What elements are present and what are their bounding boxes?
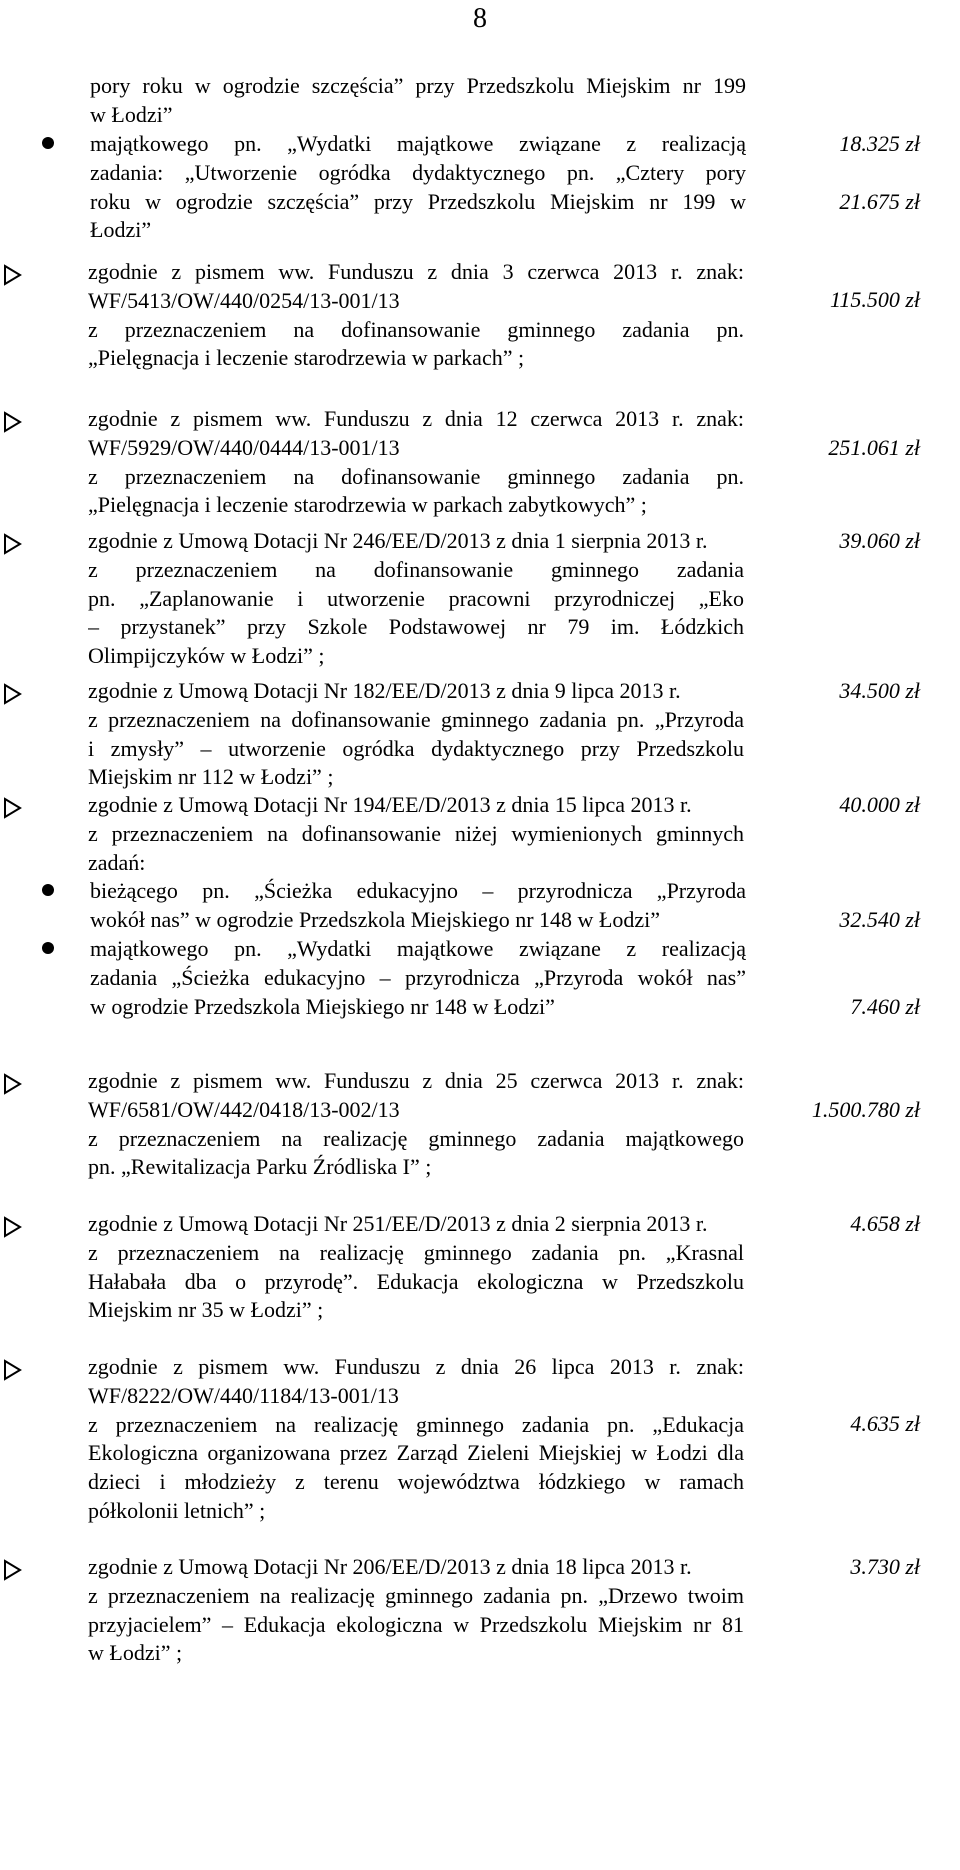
arrow-bullet-icon (3, 264, 23, 286)
text-line: zgodnie z Umową Dotacji Nr 251/EE/D/2013 z dnia 2 sierpnia 2013 r. (88, 1211, 708, 1236)
arrow-bullet-icon (3, 683, 23, 705)
text-line: Olimpijczyków w Łodzi” ; (88, 643, 325, 669)
arrow-bullet-icon (3, 797, 23, 819)
amount: 40.000 zł (839, 792, 920, 817)
entry-text (88, 1353, 744, 1526)
text-line: z przeznaczeniem na dofinansowanie gminnego zadania pn. (88, 316, 744, 342)
text-line: w Łodzi” (90, 101, 173, 127)
majatkowy-item (90, 130, 746, 245)
text-line: roku w ogrodzie szczęścia” przy Przedszkolu Miejskim nr 199 w (90, 188, 746, 214)
arrow-bullet-icon (3, 1216, 23, 1238)
amount: 21.675 zł (839, 189, 920, 214)
sub-item-text (90, 935, 746, 1021)
amount: 4.658 zł (850, 1211, 920, 1236)
text-line: zgodnie z pismem ww. Funduszu z dnia 12 czerwca 2013 r. znak: (88, 406, 744, 431)
entry-text (88, 1067, 744, 1182)
amount: 1.500.780 zł (811, 1097, 920, 1122)
entry-text (88, 527, 744, 671)
amount: 115.500 zł (829, 287, 920, 312)
text-line: pory roku w ogrodzie szczęścia” przy Przedszkolu Miejskim nr 199 (90, 73, 746, 98)
arrow-bullet-icon (3, 533, 23, 555)
text-line: z przeznaczeniem na realizację gminnego zadania pn. „Edukacja (88, 1411, 744, 1437)
amount: 32.540 zł (839, 907, 920, 932)
text-line: dzieci i młodzieży z terenu województwa łódzkiego w ramach (88, 1469, 744, 1495)
text-line: WF/5929/OW/440/0444/13-001/13 (88, 434, 400, 460)
text-line: i zmysły” – utworzenie ogródka dydaktycznego przy Przedszkolu (88, 735, 744, 761)
text-line: pn. „Zaplanowanie i utworzenie pracowni przyrodniczej „Eko (88, 585, 744, 611)
text-line: Łodzi” (90, 217, 152, 243)
text-line: Miejskim nr 112 w Łodzi” ; (88, 764, 334, 790)
text-line: półkolonii letnich” ; (88, 1497, 266, 1523)
text-line: Hałabała dba o przyrodę”. Edukacja ekologiczna w Przedszkolu (88, 1268, 744, 1294)
entry-text (88, 1553, 744, 1668)
text-line: z przeznaczeniem na realizację gminnego zadania majątkowego (88, 1125, 744, 1151)
text-line: majątkowego pn. „Wydatki majątkowe związane z realizacją (90, 936, 746, 961)
text-line: „Pielęgnacja i leczenie starodrzewia w parkach” ; (88, 345, 525, 371)
text-line: pn. „Rewitalizacja Parku Źródliska I” ; (88, 1154, 432, 1180)
text-line: – przystanek” przy Szkole Podstawowej nr 79 im. Łódzkich (88, 614, 744, 640)
text-line: zgodnie z pismem ww. Funduszu z dnia 26 lipca 2013 r. znak: (88, 1354, 744, 1379)
text-line: zgodnie z pismem ww. Funduszu z dnia 25 czerwca 2013 r. znak: (88, 1068, 744, 1093)
text-line: „Pielęgnacja i leczenie starodrzewia w parkach zabytkowych” ; (88, 492, 647, 518)
amount: 34.500 zł (839, 678, 920, 703)
text-line: z przeznaczeniem na dofinansowanie niżej wymienionych gminnych (88, 820, 744, 846)
sub-item-text (90, 877, 746, 935)
text-line: zadań: (88, 849, 146, 875)
arrow-bullet-icon (3, 1073, 23, 1095)
bullet-icon (42, 884, 54, 896)
amount: 251.061 zł (828, 435, 920, 460)
text-line: zadania: „Utworzenie ogródka dydaktycznego pn. „Cztery pory (90, 159, 746, 185)
text-line: w Łodzi” ; (88, 1640, 183, 1666)
text-line: przyjacielem” – Edukacja ekologiczna w Przedszkolu Miejskim nr 81 (88, 1611, 744, 1637)
page-number: 8 (473, 3, 487, 34)
bullet-icon (42, 942, 54, 954)
amount: 4.635 zł (850, 1411, 920, 1436)
amount: 3.730 zł (850, 1554, 920, 1579)
text-line: zgodnie z Umową Dotacji Nr 194/EE/D/2013 z dnia 15 lipca 2013 r. (88, 792, 692, 817)
amount: 18.325 zł (839, 131, 920, 156)
text-line: z przeznaczeniem na dofinansowanie gminnego zadania pn. „Przyroda (88, 706, 744, 732)
text-line: Miejskim nr 35 w Łodzi” ; (88, 1297, 324, 1323)
text-line: z przeznaczeniem na dofinansowanie gminnego zadania pn. (88, 463, 744, 489)
text-line: WF/6581/OW/442/0418/13-002/13 (88, 1096, 400, 1122)
arrow-bullet-icon (3, 411, 23, 433)
entry-text (88, 405, 744, 520)
text-line: bieżącego pn. „Ścieżka edukacyjno – przyrodnicza „Przyroda (90, 878, 746, 903)
text-line: wokół nas” w ogrodzie Przedszkola Miejskiego nr 148 w Łodzi” (90, 906, 661, 932)
text-line: w ogrodzie Przedszkola Miejskiego nr 148 w Łodzi” (90, 993, 555, 1019)
amount: 39.060 zł (839, 528, 920, 553)
text-line: zgodnie z Umową Dotacji Nr 206/EE/D/2013 z dnia 18 lipca 2013 r. (88, 1554, 692, 1579)
text-line: WF/5413/OW/440/0254/13-001/13 (88, 287, 400, 313)
text-line: z przeznaczeniem na dofinansowanie gminnego zadania (88, 556, 744, 582)
entry-text (88, 791, 744, 877)
text-line: z przeznaczeniem na realizację gminnego zadania pn. „Drzewo twoim (88, 1582, 744, 1608)
text-line: Ekologiczna organizowana przez Zarząd Zieleni Miejskiej w Łodzi dla (88, 1440, 744, 1466)
arrow-bullet-icon (3, 1359, 23, 1381)
text-line: zadania „Ścieżka edukacyjno – przyrodnicza „Przyroda wokół nas” (90, 964, 746, 990)
text-line: z przeznaczeniem na realizację gminnego zadania pn. „Krasnal (88, 1239, 744, 1265)
amount: 7.460 zł (850, 994, 920, 1019)
text-line: zgodnie z Umową Dotacji Nr 182/EE/D/2013 z dnia 9 lipca 2013 r. (88, 678, 681, 703)
entry-text (88, 258, 744, 373)
text-line: zgodnie z pismem ww. Funduszu z dnia 3 czerwca 2013 r. znak: (88, 259, 744, 284)
text-line: zgodnie z Umową Dotacji Nr 246/EE/D/2013 z dnia 1 sierpnia 2013 r. (88, 528, 708, 553)
entry-text (88, 677, 744, 792)
bullet-icon (42, 137, 54, 149)
arrow-bullet-icon (3, 1559, 23, 1581)
text-line: WF/8222/OW/440/1184/13-001/13 (88, 1382, 399, 1408)
text-line: majątkowego pn. „Wydatki majątkowe związane z realizacją (90, 131, 746, 156)
continuation-text (90, 72, 746, 130)
entry-text (88, 1210, 744, 1325)
